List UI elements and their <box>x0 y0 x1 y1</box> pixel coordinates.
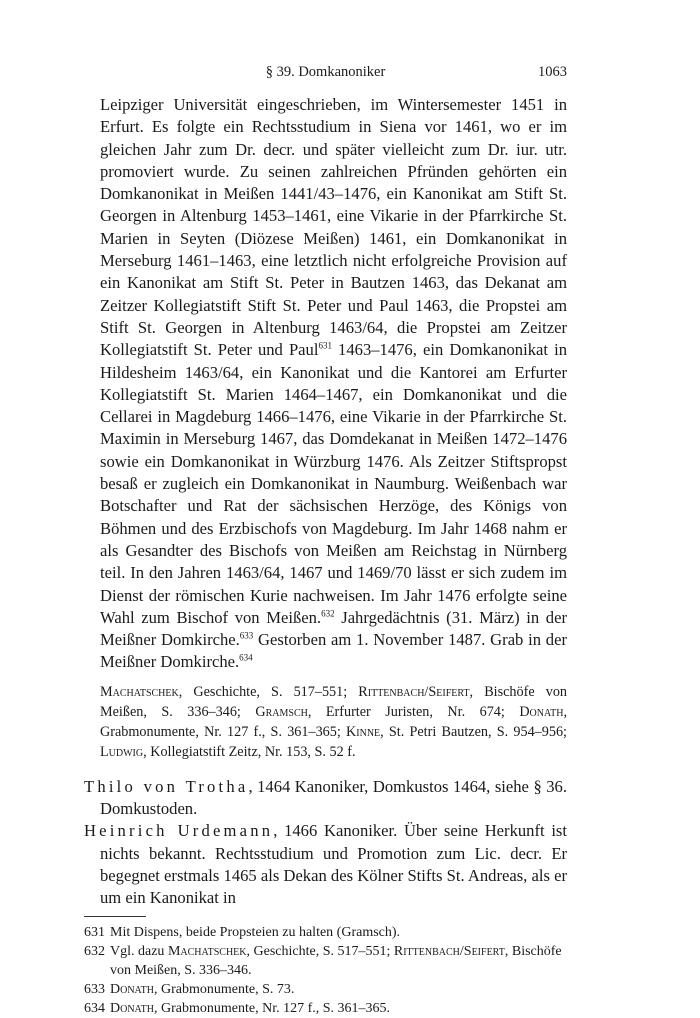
footnote-ref-632[interactable]: 632 <box>321 608 335 619</box>
ref-author: Gramsch <box>255 703 308 720</box>
ref-text: , Grabmonumente, Nr. 127 f., S. 361–365; <box>100 703 567 740</box>
ref-author: Machatschek <box>100 683 179 700</box>
main-paragraph <box>84 94 567 674</box>
footnote-text: , Grabmonumente, S. 73. <box>154 981 295 997</box>
footnote-ref-633[interactable]: 633 <box>239 630 254 641</box>
ref-author: Rittenbach/Seifert <box>358 683 470 700</box>
ref-author: Ludwig <box>100 743 144 760</box>
footnote-ref-631[interactable]: 631 <box>318 340 332 351</box>
footnote-text: , Grabmonumente, Nr. 127 f., S. 361–365. <box>154 1000 391 1016</box>
footnote-number: 634 <box>84 1000 105 1016</box>
section-title: § 39. Domkanoniker <box>265 64 386 80</box>
footnote-text: Vgl. dazu <box>110 943 168 959</box>
page-number: 1063 <box>538 64 567 80</box>
ref-text: , Bischöfe von Meißen, S. 336–346; <box>100 683 568 720</box>
ref-author: Kinne <box>346 723 381 740</box>
ref-text: , Kollegiatstift Zeitz, Nr. 153, S. 52 f. <box>143 743 356 760</box>
paragraph-text: Gestorben am 1. November 1487. Grab in der Meißner Domkirche. <box>100 630 567 672</box>
entry-text: , 1464 Kanoniker, Domkustos 1464, siehe § 36. Domkustoden. <box>100 776 567 819</box>
entry-name: Thilo von Trotha <box>84 776 249 796</box>
ref-author: Rittenbach/Seifert <box>393 943 505 959</box>
paragraph-text: 1463–1476, ein Domkanonikat in Hildesheim 1463/64, ein Kanonikat und die Kantorei am Erfurter Kollegiatstift St. Marien 1464–1467, ein Domkanonikat und die Cellarei in Magdeburg 1466–1476, eine Vikarie in der Pfarrkirche St. Maximin in Merseburg 1467, das Domdekanat in Meißen 1472–1476 sowie ein Domkanonikat in Würzburg 1476. Als Zeitzer Stiftspropst besaß er zugleich ein Domkanonikat in Naumburg. Weißenbach war Botschafter und Rat der sächsischen Herzöge, des Königs von Böhmen und des Erzbischofs von Magdeburg. Im Jahr 1468 nahm er als Gesandter des Bischofs von Meißen am Reichstag in Nürnberg teil. In den Jahren 1463/64, 1467 und 1469/70 lässt er sich zudem im Dienst der römischen Kurie nachweisen. Im Jahr 1476 erfolgte seine Wahl zum Bischof von Meißen. <box>100 340 567 627</box>
paragraph-text: Jahrgedächtnis (31. März) in der Meißner Domkirche. <box>100 607 567 650</box>
footnote-text: , Bischöfe von Meißen, S. 336–346. <box>110 943 562 978</box>
ref-author: Donath <box>110 981 154 997</box>
ref-author: Donath <box>110 1000 154 1016</box>
ref-author: Donath <box>519 703 564 720</box>
footnote-text: Mit Dispens, beide Propsteien zu halten (Gramsch). <box>110 924 401 940</box>
footnote-number: 632 <box>84 943 105 959</box>
footnote-number: 631 <box>84 924 105 940</box>
footnote-634 <box>84 999 567 1018</box>
entry-name: Heinrich Urdemann <box>84 821 274 841</box>
footnote-631 <box>84 923 567 942</box>
footnote-text: , Geschichte, S. 517–551; <box>246 943 394 959</box>
entry-heinrich-urdemann <box>84 820 567 909</box>
entry-text: , 1466 Kanoniker. Über seine Herkunft ist nichts bekannt. Rechtsstudium und Promotion zum Lic. decr. Er begegnet erstmals 1465 als Dekan des Kölner Stifts St. Andreas, als er um ein Kanonikat in <box>100 821 568 908</box>
ref-author: Machatschek <box>167 943 247 959</box>
footnotes <box>84 923 567 1018</box>
footnote-divider <box>84 916 146 917</box>
running-header <box>84 64 567 84</box>
footnote-ref-634[interactable]: 634 <box>239 652 253 663</box>
footnote-number: 633 <box>84 981 105 997</box>
ref-text: , St. Petri Bautzen, S. 954–956; <box>380 723 567 740</box>
entry-thilo-von-trotha <box>84 776 567 821</box>
footnote-632 <box>84 942 567 980</box>
references-block <box>100 682 567 762</box>
ref-text: , Geschichte, S. 517–551; <box>178 683 359 700</box>
page-body <box>84 94 567 1018</box>
paragraph-text: Leipziger Universität eingeschrieben, im Wintersemester 1451 in Erfurt. Es folgte ein Rechtsstudium in Siena vor 1461, wo er im gleichen Jahr zum Dr. decr. und später vielleicht zum Dr. iur. utr. promoviert wurde. Zu seinen zahlreichen Pfründen gehörten ein Domkanonikat in Meißen 1441/43–1476, ein Kanonikat am Stift St. Georgen in Altenburg 1453–1461, eine Vikarie in der Pfarrkirche St. Marien in Seyten (Diözese Meißen) 1461, ein Domkanonikat in Merseburg 1461–1463, eine letztlich nicht erfolgreiche Provision auf ein Kanonikat am Stift St. Peter in Bautzen 1463, das Dekanat am Zeitzer Kollegiatstift Stift St. Peter und Paul 1463, die Propstei am Stift St. Georgen in Altenburg 1463/64, die Propstei am Zeitzer Kollegiatstift St. Peter und Paul <box>100 95 567 360</box>
footnote-633 <box>84 980 567 999</box>
ref-text: , Erfurter Juristen, Nr. 674; <box>307 703 520 720</box>
